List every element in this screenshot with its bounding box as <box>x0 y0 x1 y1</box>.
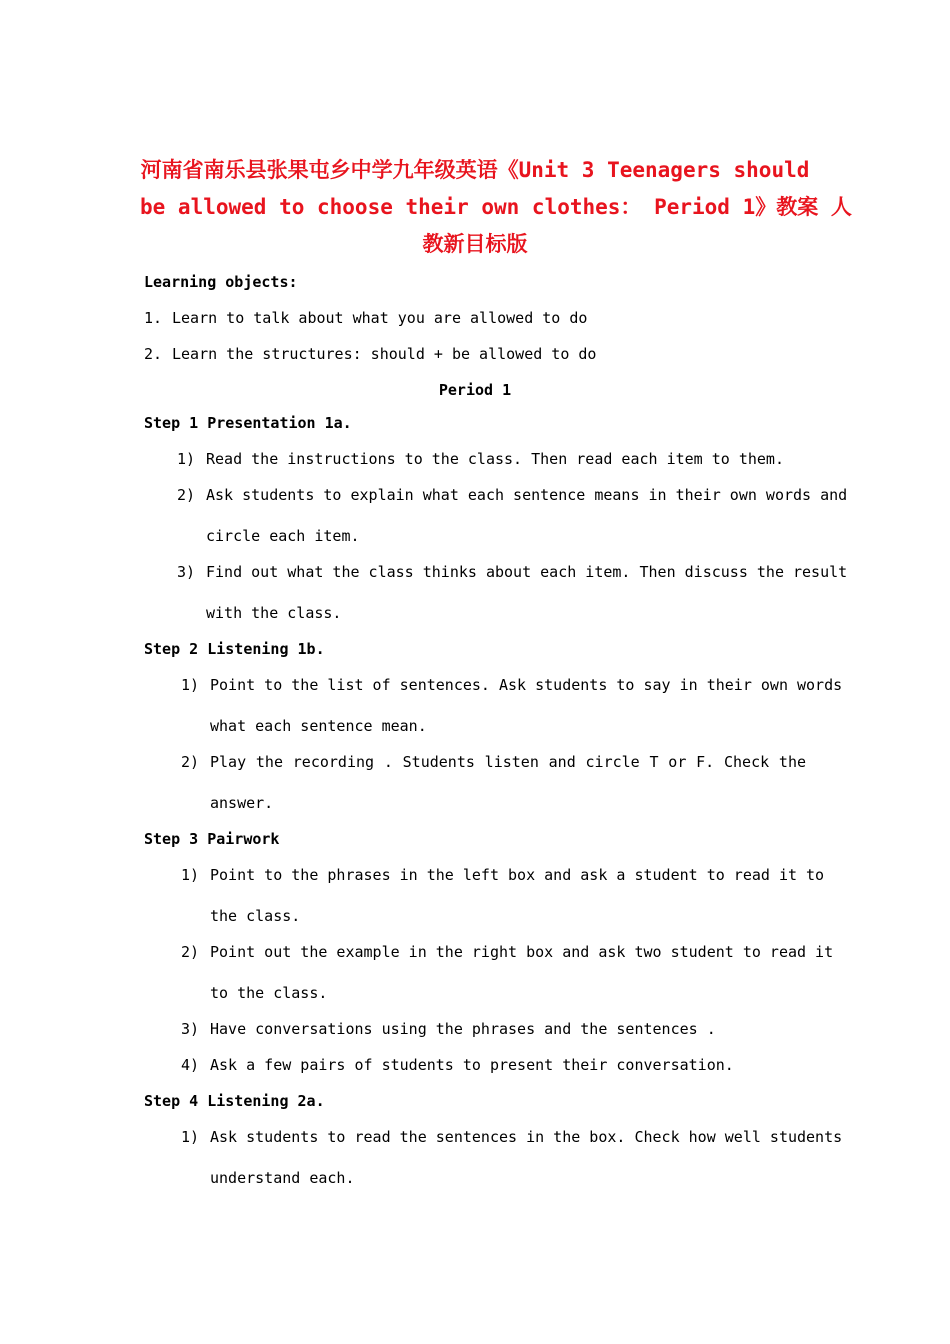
step-heading: Step 1 Presentation 1a. <box>144 414 352 432</box>
step-item-line: Point to the phrases in the left box and ask a student to read it to <box>210 866 825 884</box>
objectives-heading: Learning objects: <box>144 273 298 291</box>
step-item-number: 1) <box>181 1128 200 1146</box>
step-item-number: 1) <box>177 450 196 468</box>
objective-number: 1. <box>144 309 163 327</box>
step-item-line: Ask students to explain what each sentence means in their own words and <box>206 486 848 504</box>
step-item-line: Play the recording . Students listen and circle T or F. Check the <box>210 753 806 771</box>
step-item-line: Read the instructions to the class. Then read each item to them. <box>206 450 784 468</box>
document-title <box>140 152 852 263</box>
title-line-2: be allowed to choose their own clothes： Period 1》教案 人 <box>140 195 852 219</box>
step-item-line: what each sentence mean. <box>210 717 427 735</box>
step-item-line: understand each. <box>210 1169 355 1187</box>
step-heading: Step 3 Pairwork <box>144 830 280 848</box>
objective-text: Learn the structures: should + be allowed to do <box>172 345 597 363</box>
step-item-number: 1) <box>181 866 200 884</box>
step-item-line: circle each item. <box>206 527 360 545</box>
step-item-line: Ask students to read the sentences in the box. Check how well students <box>210 1128 843 1146</box>
step-item-number: 1) <box>181 676 200 694</box>
step-heading: Step 4 Listening 2a. <box>144 1092 325 1110</box>
step-item-line: Have conversations using the phrases and the sentences . <box>210 1020 716 1038</box>
step-item-line: the class. <box>210 907 301 925</box>
step-item-number: 2) <box>177 486 196 504</box>
step-item-line: to the class. <box>210 984 328 1002</box>
step-item-line: Ask a few pairs of students to present their conversation. <box>210 1056 734 1074</box>
step-item-number: 3) <box>181 1020 200 1038</box>
step-item-line: with the class. <box>206 604 342 622</box>
step-item-number: 2) <box>181 943 200 961</box>
step-item-line: Find out what the class thinks about each item. Then discuss the result <box>206 563 848 581</box>
title-line-1: 河南省南乐县张果屯乡中学九年级英语《Unit 3 Teenagers should <box>140 158 810 182</box>
step-item-line: answer. <box>210 794 274 812</box>
step-item-line: Point out the example in the right box and ask two student to read it <box>210 943 834 961</box>
period-heading: Period 1 <box>438 381 512 399</box>
step-item-number: 3) <box>177 563 196 581</box>
objective-text: Learn to talk about what you are allowed to do <box>172 309 588 327</box>
objective-number: 2. <box>144 345 163 363</box>
step-item-number: 2) <box>181 753 200 771</box>
step-heading: Step 2 Listening 1b. <box>144 640 325 658</box>
step-item-line: Point to the list of sentences. Ask students to say in their own words <box>210 676 843 694</box>
step-item-number: 4) <box>181 1056 200 1074</box>
title-line-3: 教新目标版 <box>422 232 528 256</box>
